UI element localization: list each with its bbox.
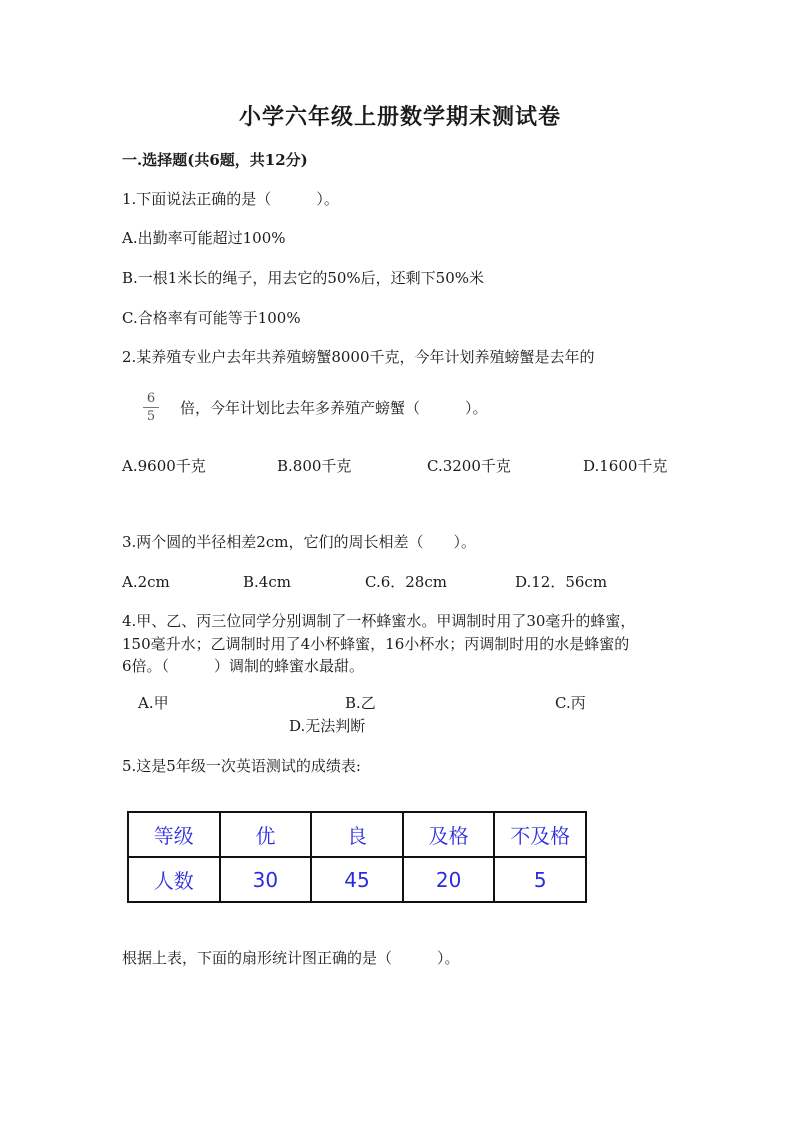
- q2-stem: 2.某养殖专业户去年共养殖螃蟹8000千克，今年计划养殖螃蟹是去年的: [122, 348, 595, 366]
- table-cell: 30: [220, 857, 312, 902]
- table-row: [128, 857, 586, 902]
- table-cell: 5: [494, 857, 586, 902]
- q4-option-d: D.无法判断: [289, 717, 366, 735]
- q2-option-d: D.1600千克: [583, 457, 668, 475]
- q2-option-b: B.800千克: [277, 457, 352, 475]
- q2-fraction: [143, 391, 159, 424]
- q4-option-b: B.乙: [345, 694, 376, 712]
- q3-option-a: A.2cm: [122, 573, 170, 591]
- q1-option-b: B.一根1米长的绳子，用去它的50%后，还剩下50%米: [122, 269, 485, 287]
- table-cell: 不及格: [494, 812, 586, 857]
- fraction-denominator: 5: [146, 409, 156, 424]
- table-cell: 45: [311, 857, 403, 902]
- q4-option-c: C.丙: [555, 694, 586, 712]
- q3-option-d: D.12．56cm: [515, 573, 608, 591]
- q2-option-a: A.9600千克: [122, 457, 206, 475]
- fraction-numerator: 6: [143, 391, 159, 408]
- q4-option-a: A.甲: [138, 694, 169, 712]
- q5-followup: 根据上表，下面的扇形统计图正确的是（ ）。: [122, 949, 460, 967]
- q3-stem: 3.两个圆的半径相差2cm，它们的周长相差（ ）。: [122, 533, 476, 551]
- q4-line-2: 150毫升水；乙调制时用了4小杯蜂蜜，16小杯水；丙调制时用的水是蜂蜜的: [122, 635, 630, 653]
- q2-option-c: C.3200千克: [427, 457, 511, 475]
- q5-stem: 5.这是5年级一次英语测试的成绩表:: [122, 757, 361, 775]
- section-heading: 一.选择题(共6题，共12分): [122, 151, 308, 169]
- table-cell: 20: [403, 857, 495, 902]
- table-cell: 良: [311, 812, 403, 857]
- q2-stem-continued: 倍，今年计划比去年多养殖产螃蟹（ ）。: [180, 399, 488, 417]
- page-title: 小学六年级上册数学期末测试卷: [238, 104, 561, 130]
- q1-stem: 1.下面说法正确的是（ ）。: [122, 190, 339, 208]
- q3-option-c: C.6．28cm: [365, 573, 447, 591]
- q1-option-c: C.合格率有可能等于100%: [122, 309, 301, 327]
- table-cell: 优: [220, 812, 312, 857]
- table-cell: 及格: [403, 812, 495, 857]
- table-cell: 人数: [128, 857, 220, 902]
- grade-table: [127, 811, 587, 903]
- table-cell: 等级: [128, 812, 220, 857]
- q4-line-3: 6倍。（ ）调制的蜂蜜水最甜。: [122, 657, 365, 675]
- q1-option-a: A.出勤率可能超过100%: [122, 229, 286, 247]
- table-header-row: [128, 812, 586, 857]
- q3-option-b: B.4cm: [243, 573, 291, 591]
- q4-line-1: 4.甲、乙、丙三位同学分别调制了一杯蜂蜜水。甲调制时用了30毫升的蜂蜜，: [122, 612, 636, 630]
